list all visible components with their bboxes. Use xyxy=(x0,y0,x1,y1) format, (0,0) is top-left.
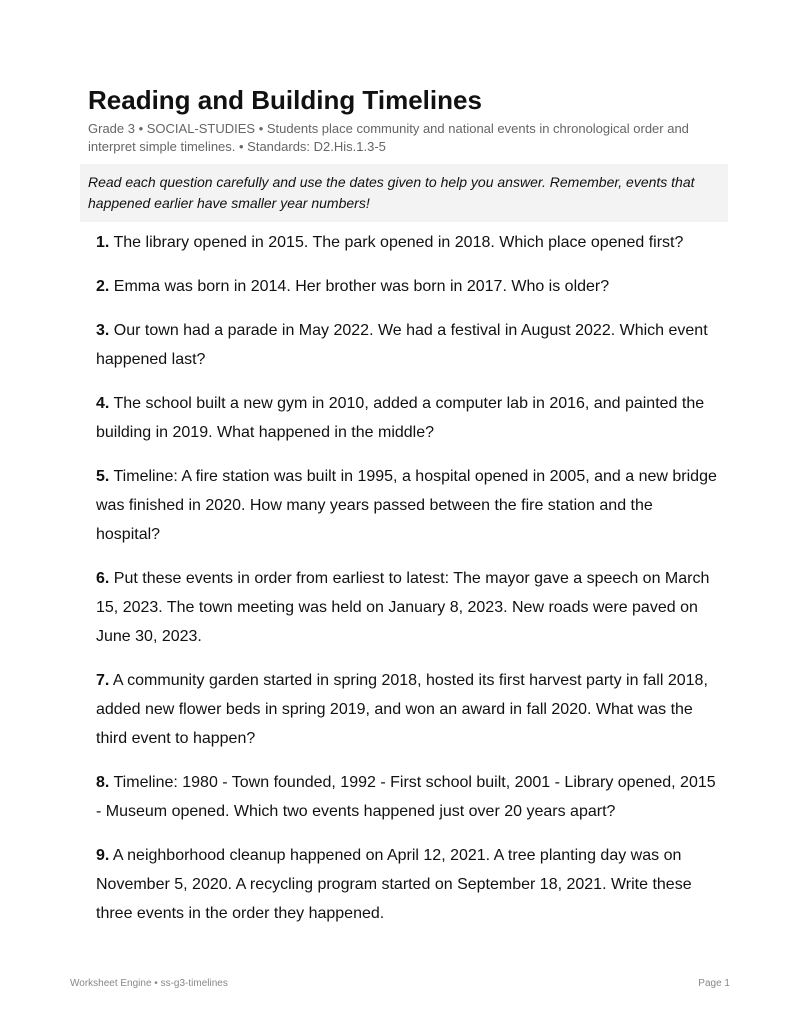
page-number: Page 1 xyxy=(698,978,730,989)
question-number: 9. xyxy=(96,847,110,864)
question-text: Timeline: A fire station was built in 1995, a hospital opened in 2005, and a new bridge was finished in 2020. How many years passed between the fire station and the hospital? xyxy=(96,468,717,543)
question-text: The school built a new gym in 2010, added a computer lab in 2016, and painted the building in 2019. What happened in the middle? xyxy=(96,395,705,441)
question-number: 8. xyxy=(96,774,110,791)
question-item xyxy=(96,462,720,549)
question-item xyxy=(96,272,720,301)
question-number: 3. xyxy=(96,322,110,339)
question-text: Put these events in order from earliest to latest: The mayor gave a speech on March 15, 2023. The town meeting was held on January 8, 2023. New roads were paved on June 30, 2023. xyxy=(96,570,710,645)
question-number: 1. xyxy=(96,234,110,251)
question-number: 7. xyxy=(96,672,110,689)
footer-source: Worksheet Engine • ss-g3-timelines xyxy=(70,978,228,989)
question-text: A community garden started in spring 2018, hosted its first harvest party in fall 2018, added new flower beds in spring 2019, and won an award in fall 2020. What was the third event to happen? xyxy=(96,672,708,747)
question-text: The library opened in 2015. The park opened in 2018. Which place opened first? xyxy=(113,234,684,251)
page-title: Reading and Building Timelines xyxy=(88,85,482,115)
worksheet-meta: Grade 3 • SOCIAL-STUDIES • Students place community and national events in chronological order and interpret simple timelines. • Standards: D2.His.1.3-5 xyxy=(88,121,689,154)
question-text: Our town had a parade in May 2022. We had a festival in August 2022. Which event happened last? xyxy=(96,322,708,368)
question-item xyxy=(96,316,720,374)
question-number: 6. xyxy=(96,570,110,587)
question-number: 5. xyxy=(96,468,110,485)
question-item xyxy=(96,768,720,826)
question-text: Emma was born in 2014. Her brother was born in 2017. Who is older? xyxy=(113,278,610,295)
question-item xyxy=(96,666,720,753)
question-number: 4. xyxy=(96,395,110,412)
question-text: A neighborhood cleanup happened on April 12, 2021. A tree planting day was on November 5, 2020. A recycling program started on September 18, 2021. Write these three events in the order they happened. xyxy=(96,847,692,922)
question-list xyxy=(88,228,720,928)
question-item xyxy=(96,564,720,651)
question-item xyxy=(96,389,720,447)
page-footer xyxy=(70,978,730,989)
question-item xyxy=(96,228,720,257)
worksheet-page xyxy=(88,84,720,943)
question-number: 2. xyxy=(96,278,110,295)
question-item xyxy=(96,841,720,928)
instructions-box: Read each question carefully and use the dates given to help you answer. Remember, events that happened earlier have smaller year numbers! xyxy=(80,164,728,222)
question-text: Timeline: 1980 - Town founded, 1992 - First school built, 2001 - Library opened, 2015 - Museum opened. Which two events happened just over 20 years apart? xyxy=(96,774,716,820)
